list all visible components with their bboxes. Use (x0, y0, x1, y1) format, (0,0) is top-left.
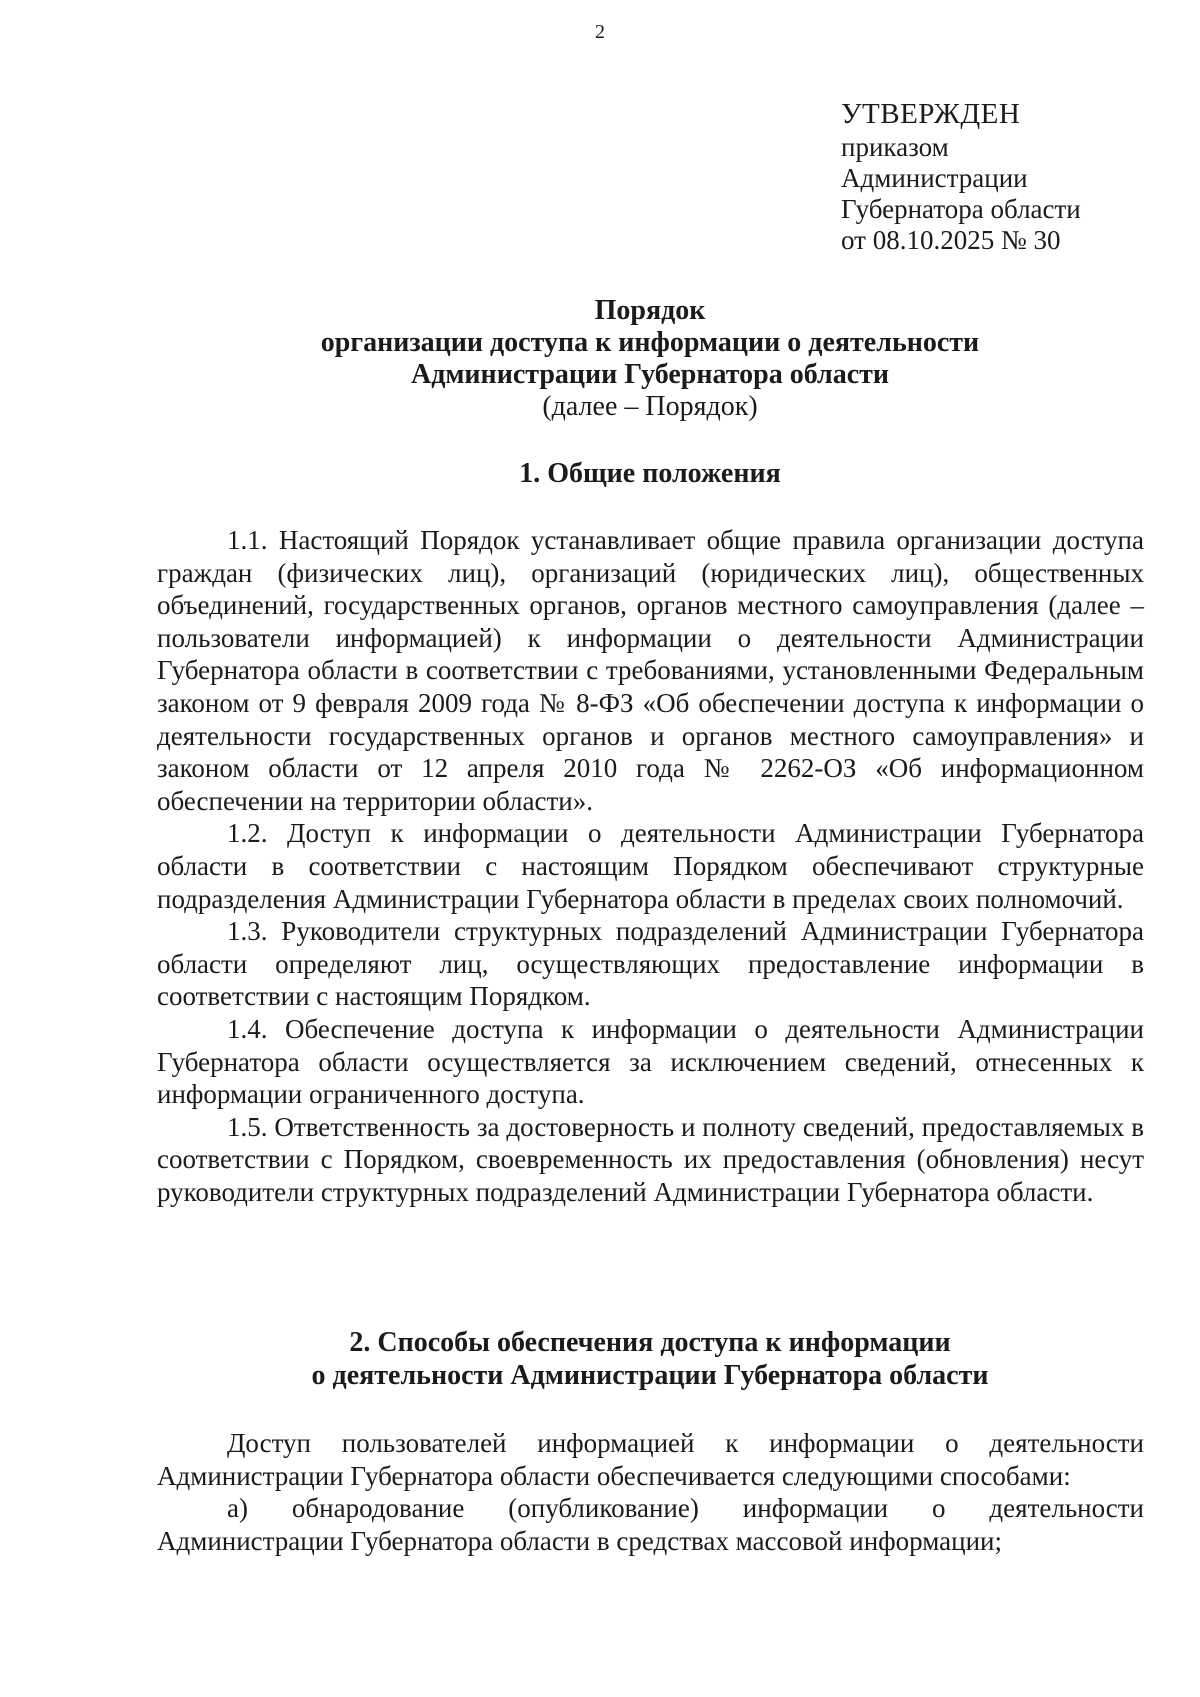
document-title-line-2: организации доступа к информации о деятельности (320, 327, 980, 358)
document-title-line-3: Администрации Губернатора области (410, 359, 890, 390)
paragraph-2-intro: Доступ пользователей информацией к информации о деятельности Администрации Губернатора области обеспечивается следующими способами: (157, 1428, 1144, 1491)
approval-line-2: Администрации (841, 163, 1028, 193)
paragraph-1-4: 1.4. Обеспечение доступа к информации о деятельности Администрации Губернатора области осуществляется за исключением сведений, отнесенных к информации ограниченного доступа. (157, 1013, 1144, 1110)
page-number: 2 (595, 21, 605, 43)
paragraph-1-3: 1.3. Руководители структурных подразделений Администрации Губернатора области определяют лиц, осуществляющих предоставление информации в соответствии с настоящим Порядком. (157, 916, 1144, 1012)
section-1-heading-text: 1. Общие положения (519, 458, 781, 489)
approval-stamp (841, 97, 1171, 256)
section-1-body (157, 524, 1144, 1208)
section-2-body (157, 1427, 1144, 1557)
approval-line-1: приказом (841, 132, 949, 162)
section-2-heading-line-2: о деятельности Администрации Губернатора области (311, 1360, 989, 1391)
approval-line-3: Губернатора области (841, 194, 1081, 224)
paragraph-1-5: 1.5. Ответственность за достоверность и полноту сведений, предоставляемых в соответствии с Порядком, своевременность их предоставления (обновления) несут руководители структурных подразделений Администрации Губернатора области. (157, 1111, 1144, 1207)
paragraph-2-a: а) обнародование (опубликование) информации о деятельности Администрации Губернатора области в средствах массовой информации; (157, 1493, 1144, 1556)
document-title-line-4: (далее – Порядок) (542, 391, 758, 422)
document-title-line-1: Порядок (594, 295, 706, 326)
paragraph-1-2: 1.2. Доступ к информации о деятельности Администрации Губернатора области в соответствии с настоящим Порядком обеспечивают структурные подразделения Администрации Губернатора области в пределах своих полномочий. (157, 818, 1144, 914)
section-1-heading (0, 457, 1200, 490)
approval-title: УТВЕРЖДЕН (841, 98, 1021, 130)
section-2-heading (0, 1326, 1200, 1392)
paragraph-1-1: 1.1. Настоящий Порядок устанавливает общие правила организации доступа граждан (физических лиц), организаций (юридических лиц), общественных объединений, государственных органов, органов местного самоуправления (далее – пользователи информацией) к информации о деятельности Администрации Губернатора области в соответствии с требованиями, установленными Федеральным законом от 9 февраля 2009 года № 8-ФЗ «Об обеспечении доступа к информации о деятельности государственных органов и органов местного самоуправления» и законом области от 12 апреля 2010 года № 2262-ОЗ «Об информационном обеспечении на территории области». (157, 525, 1144, 816)
document-title (0, 295, 1200, 423)
section-2-heading-line-1: 2. Способы обеспечения доступа к информации (349, 1327, 951, 1358)
approval-line-4: от 08.10.2025 № 30 (841, 225, 1061, 255)
